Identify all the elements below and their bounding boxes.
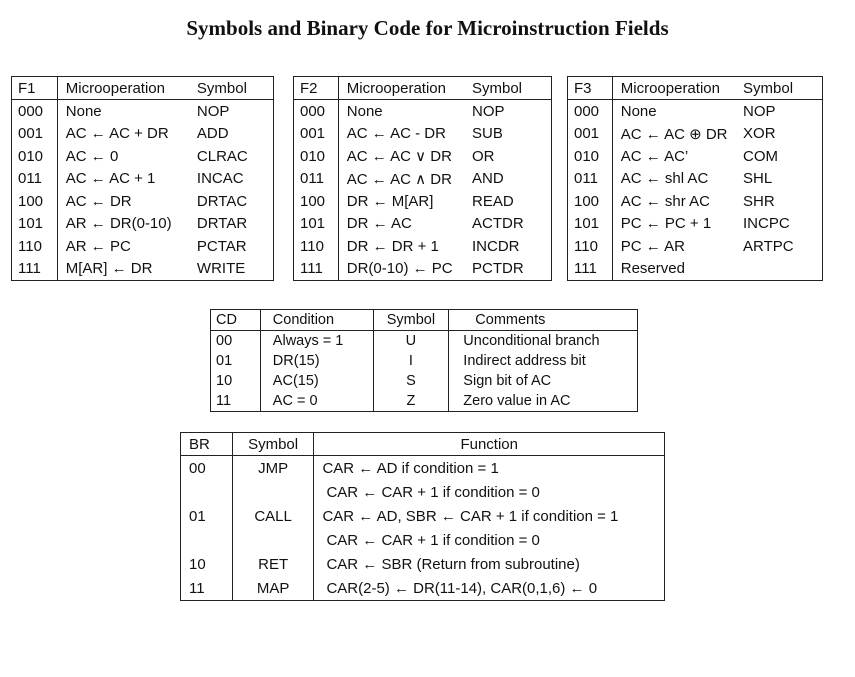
comment-cell: Zero value in AC <box>463 393 571 409</box>
condition-cell: Always = 1 <box>260 331 373 352</box>
table-row <box>211 351 638 371</box>
br-code-cell: 00 <box>181 456 233 481</box>
code-cell: 101 <box>568 213 613 236</box>
page-title: Symbols and Binary Code for Microinstruction Fields <box>186 16 669 40</box>
table-row <box>294 213 552 236</box>
code-cell: 110 <box>12 235 58 258</box>
code-cell: 100 <box>568 190 613 213</box>
table-row <box>568 100 823 123</box>
function-cell: CAR ← AD, SBR ← CAR + 1 if condition = 1 <box>322 507 619 525</box>
table-row <box>211 391 638 412</box>
function-cell: CAR(2-5) ← DR(11-14), CAR(0,1,6) ← 0 <box>326 579 598 597</box>
header-function: Function <box>314 433 665 456</box>
table-row <box>294 123 552 146</box>
symbol-cell: MAP <box>232 576 314 601</box>
table-row <box>12 100 274 123</box>
br-code-cell: 10 <box>181 552 233 576</box>
table-row <box>181 528 665 552</box>
header-microoperation: Microoperation <box>612 77 739 100</box>
table-row <box>568 213 823 236</box>
symbol-cell <box>739 258 822 281</box>
header-field-code: F3 <box>568 77 613 100</box>
table-row <box>211 331 638 352</box>
header-br: BR <box>181 433 233 456</box>
table-row <box>568 235 823 258</box>
function-cell: CAR ← SBR (Return from subroutine) <box>326 555 580 573</box>
cd-code-cell: 10 <box>211 371 261 391</box>
table-row <box>181 456 665 481</box>
cd-code-cell: 11 <box>211 391 261 412</box>
function-cell: CAR ← CAR + 1 if condition = 0 <box>326 483 540 501</box>
cd-code-cell: 00 <box>211 331 261 352</box>
symbol-cell: Z <box>373 391 449 412</box>
table-row <box>568 190 823 213</box>
symbol-cell: XOR <box>743 125 776 143</box>
table-row <box>12 213 274 236</box>
table-row <box>12 123 274 146</box>
code-cell: 000 <box>294 100 339 123</box>
table-header-row <box>568 77 823 100</box>
f1-table <box>11 76 274 281</box>
table-row <box>294 258 552 281</box>
code-cell: 100 <box>12 190 58 213</box>
symbol-cell: ARTPC <box>743 237 794 255</box>
table-row <box>12 145 274 168</box>
header-cd: CD <box>211 310 261 331</box>
microoperation-cell: AC ← shr AC <box>620 192 710 210</box>
microoperation-cell: PC ← PC + 1 <box>620 215 712 233</box>
br-code-cell: 01 <box>181 504 233 528</box>
header-symbol: Symbol <box>739 77 822 100</box>
code-cell: 110 <box>568 235 613 258</box>
code-cell: 010 <box>294 145 339 168</box>
code-cell: 011 <box>294 168 339 191</box>
br-code-cell <box>181 480 233 504</box>
table-row <box>568 145 823 168</box>
table-header-row <box>181 433 665 456</box>
header-comments: Comments <box>449 310 638 331</box>
symbol-cell: SHR <box>743 192 775 210</box>
comment-cell: Sign bit of AC <box>463 373 552 389</box>
symbol-cell: I <box>373 351 449 371</box>
symbol-cell: INCDR <box>471 237 520 255</box>
microoperation-cell: AC ← AC ∨ DR <box>346 148 452 166</box>
microoperation-cell: DR ← DR + 1 <box>346 237 439 255</box>
microoperation-cell: None <box>346 102 383 120</box>
code-cell: 001 <box>294 123 339 146</box>
comment-cell: Indirect address bit <box>463 353 586 369</box>
code-cell: 000 <box>12 100 58 123</box>
comment-cell: Unconditional branch <box>463 333 600 349</box>
table-row <box>12 190 274 213</box>
symbol-cell: INCPC <box>743 215 790 233</box>
code-cell: 000 <box>568 100 613 123</box>
microoperation-cell: None <box>620 102 657 120</box>
f3-table <box>567 76 823 281</box>
header-symbol: Symbol <box>193 77 274 100</box>
table-row <box>568 168 823 191</box>
microoperation-cell: AR ← DR(0-10) <box>65 215 172 233</box>
symbol-cell: U <box>373 331 449 352</box>
table-row <box>12 258 274 281</box>
header-symbol: Symbol <box>468 77 552 100</box>
code-cell: 101 <box>294 213 339 236</box>
symbol-cell: SHL <box>743 170 773 188</box>
header-field-code: F1 <box>12 77 58 100</box>
condition-cell: AC = 0 <box>260 391 373 412</box>
symbol-cell <box>232 480 314 504</box>
microoperation-cell: AC ← AC + 1 <box>65 170 156 188</box>
microoperation-cell: AR ← PC <box>65 237 131 255</box>
table-row <box>294 235 552 258</box>
condition-cell: DR(15) <box>260 351 373 371</box>
table-row <box>294 145 552 168</box>
symbol-cell: WRITE <box>196 260 246 278</box>
table-header-row <box>12 77 274 100</box>
header-microoperation: Microoperation <box>57 77 193 100</box>
code-cell: 100 <box>294 190 339 213</box>
table-header-row <box>294 77 552 100</box>
table-row <box>181 480 665 504</box>
table-header-row <box>211 310 638 331</box>
microoperation-cell: DR(0-10) ← PC <box>346 260 453 278</box>
br-table <box>180 432 665 601</box>
symbol-cell: SUB <box>471 125 503 143</box>
microoperation-cell: AC ← AC’ <box>620 147 689 165</box>
symbol-cell <box>232 528 314 552</box>
symbol-cell: NOP <box>743 102 776 120</box>
microoperation-cell: AC ← AC ⊕ DR <box>620 125 728 143</box>
microoperation-cell: Reserved <box>620 260 685 278</box>
table-row <box>568 258 823 281</box>
symbol-cell: ACTDR <box>471 215 524 233</box>
symbol-cell: PCTAR <box>196 237 247 255</box>
symbol-cell: JMP <box>232 456 314 481</box>
symbol-cell: NOP <box>196 102 230 120</box>
microoperation-cell: AC ← DR <box>65 192 132 210</box>
symbol-cell: S <box>373 371 449 391</box>
function-cell: CAR ← AD if condition = 1 <box>322 459 499 477</box>
table-row <box>211 371 638 391</box>
header-condition: Condition <box>260 310 373 331</box>
symbol-cell: RET <box>232 552 314 576</box>
code-cell: 011 <box>568 168 613 191</box>
code-cell: 111 <box>12 258 58 281</box>
symbol-cell: CLRAC <box>196 147 248 165</box>
table-row <box>181 504 665 528</box>
code-cell: 011 <box>12 168 58 191</box>
table-row <box>12 235 274 258</box>
symbol-cell: PCTDR <box>471 260 524 278</box>
microoperation-cell: None <box>65 102 102 120</box>
code-cell: 001 <box>568 123 613 146</box>
code-cell: 010 <box>568 145 613 168</box>
header-microoperation: Microoperation <box>338 77 468 100</box>
br-code-cell <box>181 528 233 552</box>
table-row <box>12 168 274 191</box>
microoperation-cell: DR ← M[AR] <box>346 192 434 210</box>
br-code-cell: 11 <box>181 576 233 601</box>
cd-table <box>210 309 638 412</box>
microoperation-cell: AC ← shl AC <box>620 170 709 188</box>
symbol-cell: ADD <box>196 125 229 143</box>
table-row <box>568 123 823 146</box>
symbol-cell: DRTAR <box>196 215 248 233</box>
cd-code-cell: 01 <box>211 351 261 371</box>
header-field-code: F2 <box>294 77 339 100</box>
microoperation-cell: AC ← AC - DR <box>346 125 446 143</box>
code-cell: 111 <box>568 258 613 281</box>
symbol-cell: INCAC <box>196 170 244 188</box>
symbol-cell: COM <box>743 147 779 165</box>
microoperation-cell: AC ← AC ∧ DR <box>346 170 452 188</box>
symbol-cell: CALL <box>232 504 314 528</box>
table-row <box>181 576 665 601</box>
table-row <box>294 168 552 191</box>
code-cell: 101 <box>12 213 58 236</box>
microoperation-cell: DR ← AC <box>346 215 412 233</box>
code-cell: 010 <box>12 145 58 168</box>
microoperation-cell: M[AR] ← DR <box>65 260 153 278</box>
microoperation-cell: AC ← 0 <box>65 147 119 165</box>
code-cell: 001 <box>12 123 58 146</box>
code-cell: 110 <box>294 235 339 258</box>
microoperation-cell: PC ← AR <box>620 237 685 255</box>
header-symbol: Symbol <box>373 310 449 331</box>
symbol-cell: READ <box>471 192 514 210</box>
table-row <box>181 552 665 576</box>
f2-table <box>293 76 552 281</box>
symbol-cell: OR <box>471 147 495 165</box>
condition-cell: AC(15) <box>260 371 373 391</box>
table-row <box>294 190 552 213</box>
code-cell: 111 <box>294 258 339 281</box>
symbol-cell: DRTAC <box>196 192 248 210</box>
symbol-cell: NOP <box>471 102 505 120</box>
table-row <box>294 100 552 123</box>
function-cell: CAR ← CAR + 1 if condition = 0 <box>326 531 540 549</box>
microoperation-cell: AC ← AC + DR <box>65 125 169 143</box>
header-symbol: Symbol <box>232 433 314 456</box>
symbol-cell: AND <box>471 170 504 188</box>
